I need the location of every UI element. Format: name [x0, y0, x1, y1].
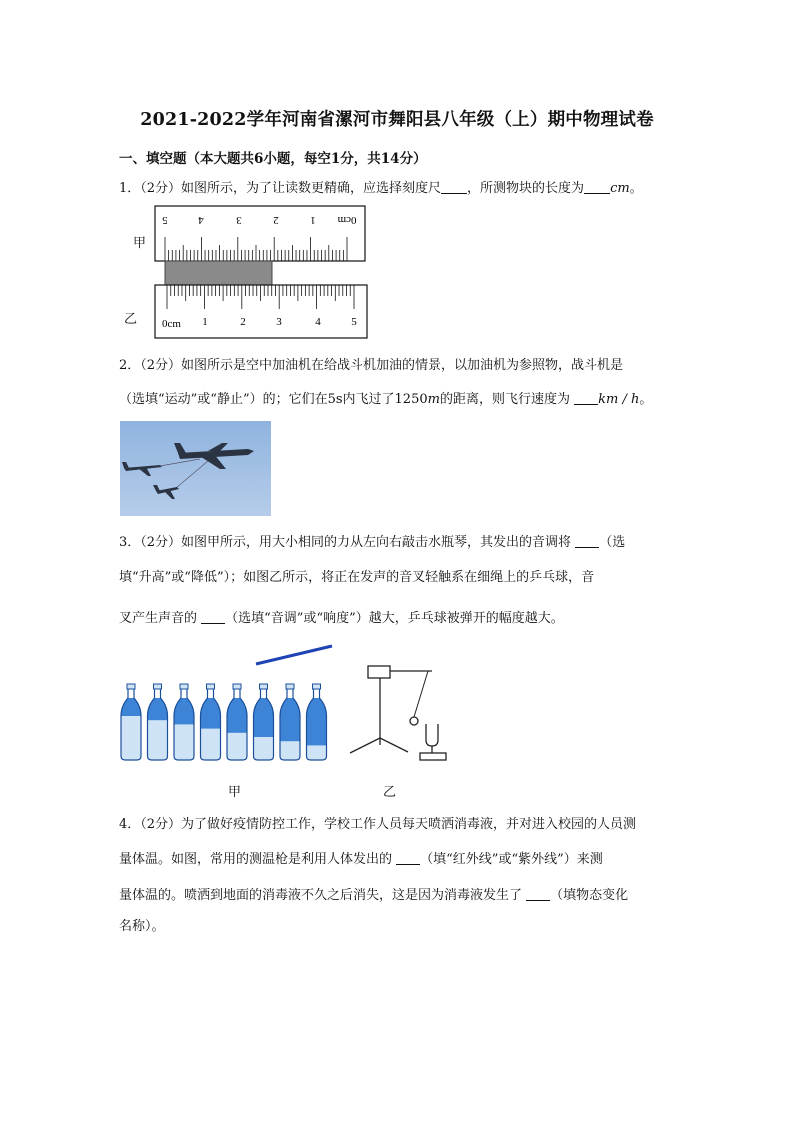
bottle-and-tuning-fork-figure [118, 640, 468, 770]
bottle-mouth [127, 684, 135, 689]
figure-label-jia: 甲 [228, 785, 242, 800]
bottle-lower [226, 733, 248, 770]
answer-blank[interactable] [526, 888, 550, 901]
answer-blank[interactable] [575, 535, 599, 548]
water-bottle-icon [253, 684, 275, 770]
bottom-tick-0: 0cm [162, 318, 181, 330]
answer-blank[interactable] [584, 181, 610, 194]
string [414, 671, 428, 717]
water [120, 698, 142, 718]
bottle-lower [306, 745, 328, 770]
refueling-photo [120, 421, 271, 516]
question-3-line-1 [119, 531, 625, 550]
water-bottle-icon [120, 684, 142, 770]
bottom-tick-4: 4 [315, 316, 321, 328]
question-4-line-1: 4．（2分）为了做好疫情防控工作，学校工作人员每天喷洒消毒液，并对进入校园的人员测 [119, 817, 637, 832]
answer-blank[interactable] [441, 181, 467, 194]
q2-unit-m: m [427, 392, 440, 407]
q2-unit: km / h [598, 392, 640, 407]
bottle-lower [200, 729, 222, 770]
water-bottle-icon [147, 684, 169, 770]
q3-part2: （选 [599, 535, 626, 550]
striking-stick [256, 646, 332, 664]
water-bottles [120, 684, 328, 770]
ruler-bottom-label: 乙 [124, 312, 138, 327]
bottom-tick-3: 3 [276, 316, 282, 328]
question-3-line-3 [119, 607, 564, 626]
question-4-line-2 [119, 848, 603, 867]
question-2-line-1: 2．（2分）如图所示是空中加油机在给战斗机加油的情景，以加油机为参照物，战斗机是 [119, 358, 624, 373]
q3-part4: （选填“音调”或“响度”）越大，乒乓球被弹开的幅度越大。 [225, 611, 564, 626]
top-tick-1: 1 [310, 214, 316, 226]
top-tick-3: 3 [236, 214, 242, 226]
question-2-line-2 [119, 388, 652, 407]
q3-part3: 叉产生声音的 [119, 611, 198, 626]
q1-end: 。 [629, 181, 643, 196]
water [173, 698, 195, 726]
tuning-fork-icon [426, 724, 438, 746]
measured-block [165, 261, 272, 285]
page-title: 2021-2022学年河南省漯河市舞阳县八年级（上）期中物理试卷 [140, 110, 654, 130]
bottle-mouth [180, 684, 188, 689]
ping-pong-ball [410, 717, 418, 725]
fork-base [420, 753, 446, 760]
q1-unit: cm [610, 181, 630, 196]
question-3-line-2: 填“升高”或“降低”）；如图乙所示，将正在发声的音叉轻触系在细绳上的乒乓球，音 [119, 570, 595, 585]
bottom-tick-2: 2 [240, 316, 246, 328]
bottle-lower [173, 724, 195, 770]
bottle-lower [253, 737, 275, 770]
water-bottle-icon [306, 684, 328, 770]
bottle-lower [279, 741, 301, 770]
top-tick-2: 2 [273, 214, 279, 226]
q4-part4: （填物态变化 [550, 888, 629, 903]
bottle-lower [120, 716, 142, 770]
q2-part2: 的距离，则飞行速度为 [439, 392, 570, 407]
water-bottle-icon [226, 684, 248, 770]
bottom-tick-5: 5 [351, 316, 357, 328]
clamp [368, 666, 390, 678]
water [200, 698, 222, 731]
answer-blank[interactable] [201, 611, 225, 624]
question-1-text [119, 177, 643, 196]
tuning-fork-apparatus [350, 666, 446, 760]
ruler-figure [150, 203, 375, 343]
question-4-line-3 [119, 884, 628, 903]
water [226, 698, 248, 735]
bottle-mouth [154, 684, 162, 689]
q1-part1: 1．（2分）如图所示，为了让读数更精确，应选择刻度尺 [119, 181, 442, 196]
question-4-line-4: 名称）。 [119, 919, 165, 934]
bottom-tick-1: 1 [202, 316, 208, 328]
q4-part1: 量体温。如图，常用的测温枪是利用人体发出的 [119, 852, 393, 867]
water [147, 698, 169, 722]
stand-leg [350, 738, 380, 753]
bottle-lower [147, 720, 169, 770]
q4-part2: （填“红外线”或“紫外线”）来测 [420, 852, 603, 867]
bottle-mouth [233, 684, 241, 689]
q1-part2: ，所测物块的长度为 [467, 181, 585, 196]
water-bottle-icon [279, 684, 301, 770]
bottle-mouth [286, 684, 294, 689]
top-tick-5: 5 [162, 214, 168, 226]
figure-label-yi: 乙 [383, 785, 397, 800]
top-tick-0: 0cm [337, 214, 357, 226]
water-bottle-icon [173, 684, 195, 770]
q3-part1: 3．（2分）如图甲所示，用大小相同的力从左向右敲击水瓶琴，其发出的音调将 [119, 535, 572, 550]
ruler-top-label: 甲 [133, 236, 147, 251]
q2-part1: （选填“运动”或“静止”）的；它们在5s内飞过了1250 [119, 392, 428, 407]
bottle-mouth [207, 684, 215, 689]
section-heading: 一、填空题（本大题共6小题，每空1分，共14分） [119, 151, 427, 167]
bottle-mouth [313, 684, 321, 689]
top-tick-4: 4 [198, 214, 204, 226]
answer-blank[interactable] [574, 392, 598, 405]
bottle-mouth [260, 684, 268, 689]
answer-blank[interactable] [396, 852, 420, 865]
stand-leg [380, 738, 408, 752]
water-bottle-icon [200, 684, 222, 770]
q4-part3: 量体温的。喷洒到地面的消毒液不久之后消失，这是因为消毒液发生了 [119, 888, 523, 903]
q2-end: 。 [639, 392, 653, 407]
